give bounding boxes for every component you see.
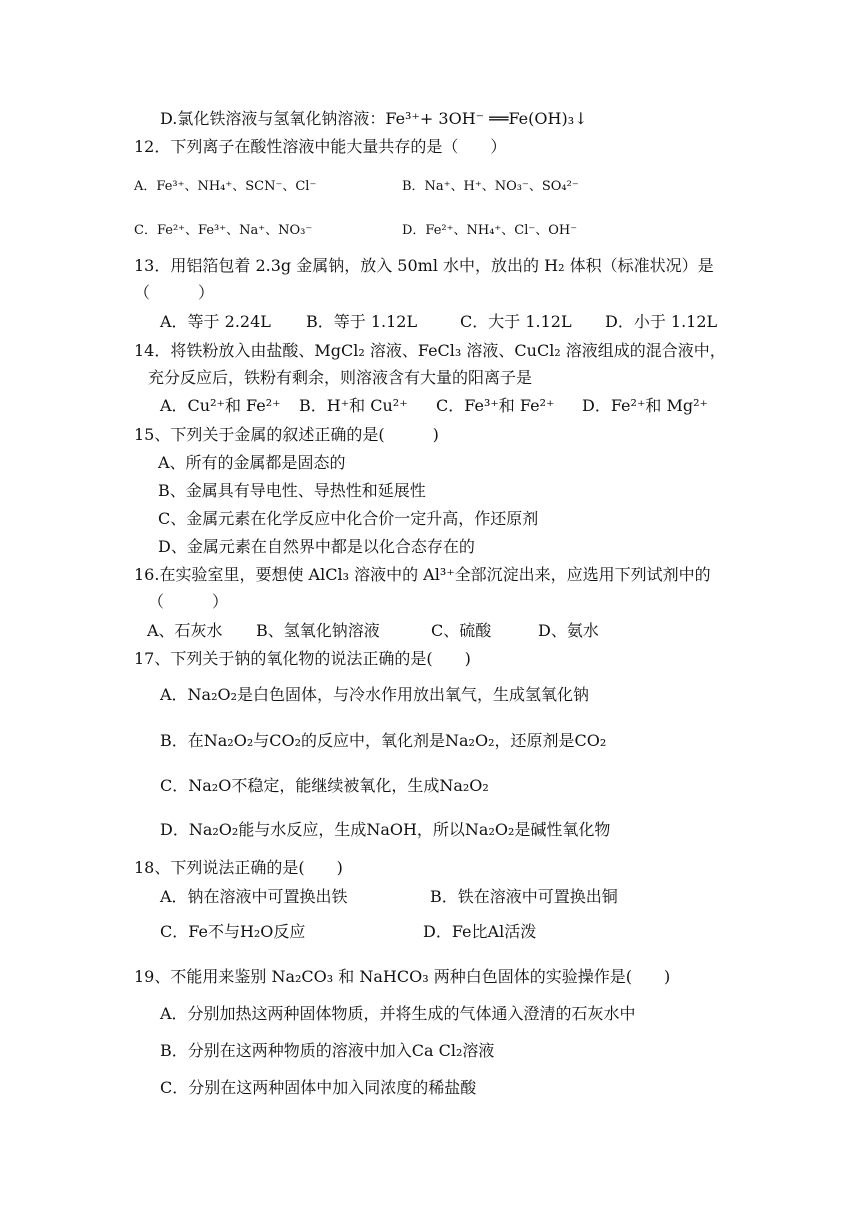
- q12-option-b: B．Na⁺、H⁺、NO₃⁻、SO₄²⁻: [402, 179, 579, 194]
- q19-option-b: B．分别在这两种物质的溶液中加入Ca Cl₂溶液: [160, 1041, 495, 1060]
- q11-option-d: D.氯化铁溶液与氢氧化钠溶液：Fe³⁺+ 3OH⁻ ══Fe(OH)₃↓: [160, 109, 588, 128]
- q13-stem-line2: （ ）: [134, 283, 215, 302]
- q17-stem: 17、下列关于钠的氧化物的说法正确的是( ): [134, 649, 471, 668]
- q15-option-d: D、金属元素在自然界中都是以化合态存在的: [158, 537, 475, 556]
- q18-option-b: B．铁在溶液中可置换出铜: [430, 887, 618, 906]
- q18-stem: 18、下列说法正确的是( ): [134, 858, 343, 877]
- q13-option-d: D．小于 1.12L: [605, 312, 718, 331]
- q12-option-d: D．Fe²⁺、NH₄⁺、Cl⁻、OH⁻: [402, 223, 578, 238]
- q17-option-a: A．Na₂O₂是白色固体，与冷水作用放出氧气，生成氢氧化钠: [160, 685, 590, 704]
- q14-stem-line2: 充分反应后，铁粉有剩余，则溶液含有大量的阳离子是: [148, 368, 533, 387]
- q17-option-b: B．在Na₂O₂与CO₂的反应中，氧化剂是Na₂O₂，还原剂是CO₂: [160, 731, 607, 750]
- q19-stem: 19、不能用来鉴别 Na₂CO₃ 和 NaHCO₃ 两种白色固体的实验操作是( ): [134, 967, 671, 986]
- q13-stem-line1: 13．用铝箔包着 2.3g 金属钠，放入 50ml 水中，放出的 H₂ 体积（标准状况）是: [134, 256, 714, 275]
- q14-option-c: C．Fe³⁺和 Fe²⁺: [436, 396, 555, 415]
- q16-stem-line2: （ ）: [148, 592, 229, 611]
- q16-stem-line1: 16.在实验室里，要想使 AlCl₃ 溶液中的 Al³⁺全部沉淀出来，应选用下列试剂中的: [134, 565, 711, 584]
- q14-option-b: B．H⁺和 Cu²⁺: [299, 396, 408, 415]
- q17-option-c: C．Na₂O不稳定，能继续被氧化，生成Na₂O₂: [160, 776, 489, 795]
- q16-option-d: D、氨水: [538, 621, 599, 640]
- q12-option-c: C．Fe²⁺、Fe³⁺、Na⁺、NO₃⁻: [134, 223, 313, 238]
- q14-option-d: D．Fe²⁺和 Mg²⁺: [582, 396, 708, 415]
- q15-option-c: C、金属元素在化学反应中化合价一定升高，作还原剂: [158, 509, 539, 528]
- q17-option-d: D．Na₂O₂能与水反应，生成NaOH，所以Na₂O₂是碱性氧化物: [160, 820, 611, 839]
- q12-option-a: A．Fe³⁺、NH₄⁺、SCN⁻、Cl⁻: [134, 179, 317, 194]
- q13-option-c: C．大于 1.12L: [460, 312, 572, 331]
- q14-stem-line1: 14．将铁粉放入由盐酸、MgCl₂ 溶液、FeCl₃ 溶液、CuCl₂ 溶液组成的混合液中，: [134, 341, 726, 360]
- q15-option-a: A、所有的金属都是固态的: [158, 453, 346, 472]
- q15-option-b: B、金属具有导电性、导热性和延展性: [158, 481, 426, 500]
- q18-option-c: C．Fe不与H₂O反应: [160, 922, 306, 941]
- q16-option-a: A、石灰水: [147, 621, 223, 640]
- q15-stem: 15、下列关于金属的叙述正确的是( ): [134, 425, 439, 444]
- q14-option-a: A．Cu²⁺和 Fe²⁺: [160, 396, 281, 415]
- q18-option-d: D．Fe比Al活泼: [423, 922, 537, 941]
- q19-option-c: C．分别在这两种固体中加入同浓度的稀盐酸: [160, 1078, 477, 1097]
- q19-option-a: A．分别加热这两种固体物质，并将生成的气体通入澄清的石灰水中: [160, 1004, 636, 1023]
- q18-option-a: A．钠在溶液中可置换出铁: [160, 887, 348, 906]
- q13-option-b: B．等于 1.12L: [306, 312, 418, 331]
- q16-option-c: C、硫酸: [431, 621, 492, 640]
- q12-stem: 12．下列离子在酸性溶液中能大量共存的是（ ）: [134, 137, 507, 156]
- q16-option-b: B、氢氧化钠溶液: [256, 621, 380, 640]
- q13-option-a: A．等于 2.24L: [160, 312, 271, 331]
